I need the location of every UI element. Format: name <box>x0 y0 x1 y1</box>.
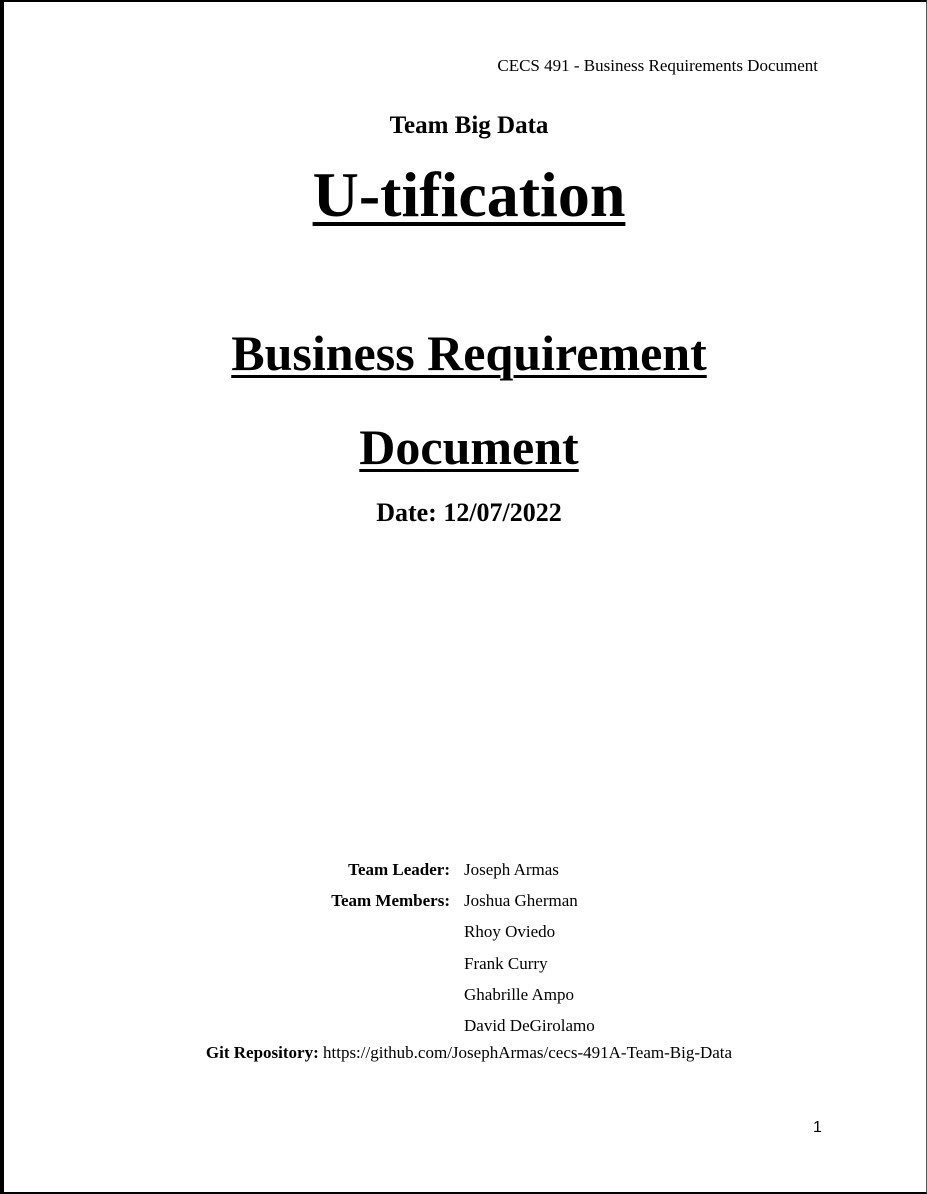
team-member-name: Rhoy Oviedo <box>464 922 556 942</box>
team-member-row <box>254 948 595 979</box>
team-leader-row <box>254 854 595 885</box>
git-repository-url[interactable]: https://github.com/JosephArmas/cecs-491A-Team-Big-Data <box>323 1043 733 1062</box>
team-member-row <box>254 979 595 1010</box>
document-title <box>4 306 927 494</box>
document-title-line1: Business Requirement <box>231 325 707 381</box>
team-name: Team Big Data <box>389 112 549 139</box>
team-member-row <box>254 917 595 948</box>
team-member-row <box>254 1010 595 1041</box>
team-member-name: Ghabrille Ampo <box>464 984 575 1004</box>
git-repository <box>4 1043 927 1063</box>
team-leader-name: Joseph Armas <box>464 859 559 879</box>
document-date: Date: 12/07/2022 <box>376 498 562 527</box>
team-member-name: David DeGirolamo <box>464 1016 595 1036</box>
team-members-label: Team Members: <box>331 890 450 910</box>
page-number: 1 <box>813 1119 822 1136</box>
team-leader-label: Team Leader: <box>348 859 450 879</box>
product-name: U-tification <box>312 159 626 230</box>
team-member-name: Joshua Gherman <box>464 890 578 910</box>
team-roster <box>254 854 595 1042</box>
team-member-name: Frank Curry <box>464 953 548 973</box>
team-member-row <box>254 885 595 916</box>
document-title-line2: Document <box>359 419 579 475</box>
running-header: CECS 491 - Business Requirements Document <box>497 56 818 75</box>
git-repository-label: Git Repository: <box>205 1043 319 1062</box>
